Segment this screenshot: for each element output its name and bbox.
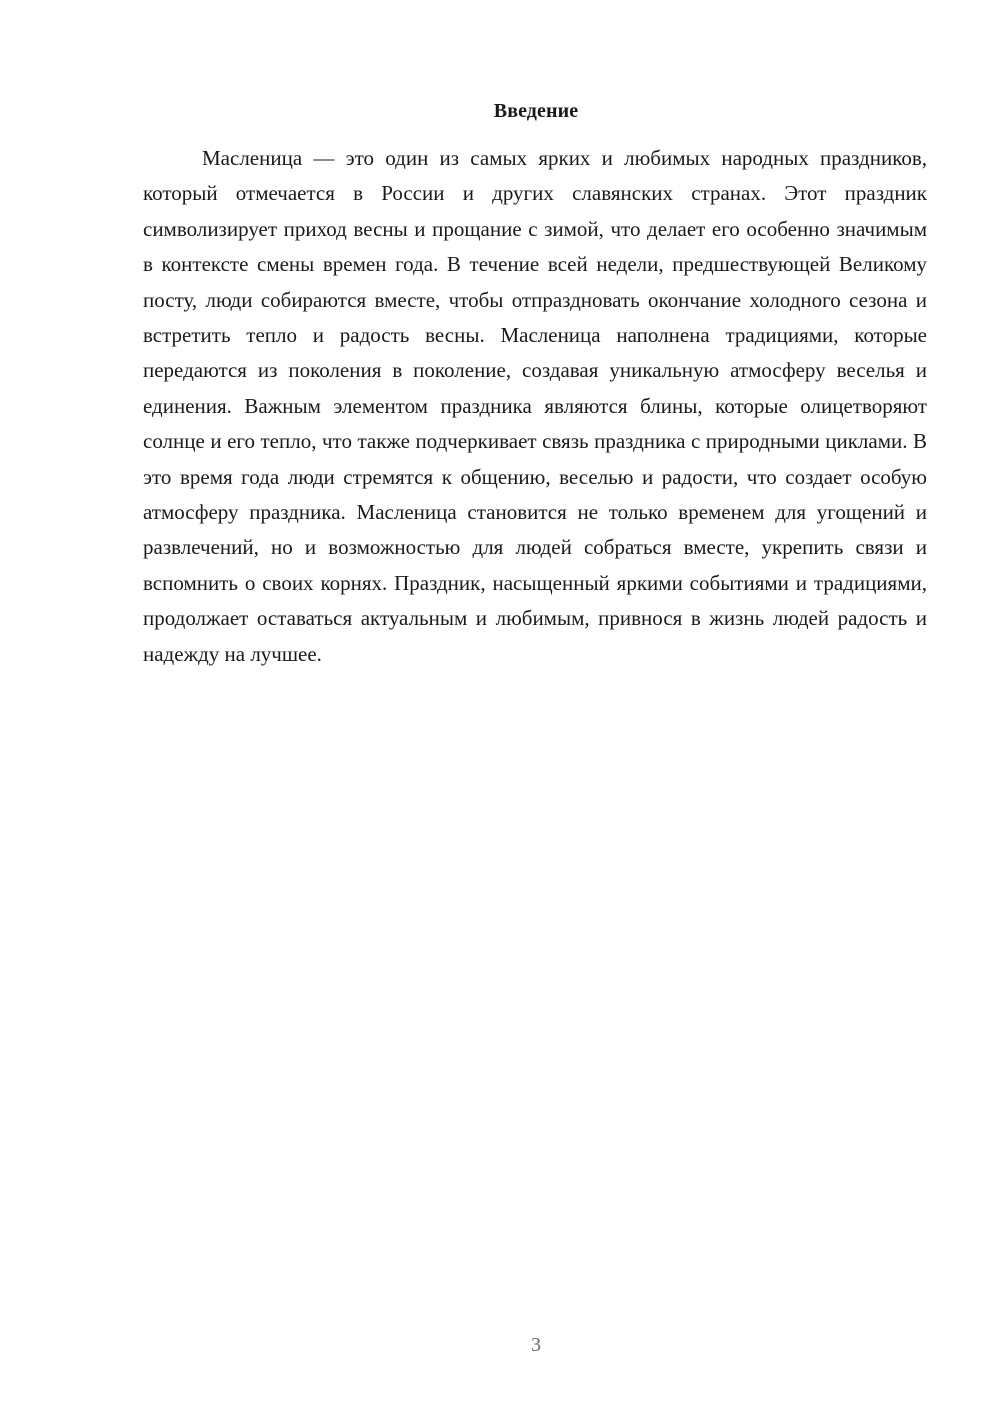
intro-paragraph: Масленица — это один из самых ярких и любимых народных праздников, который отмечается в России и других славянских странах. Этот праздник символизирует приход весны и прощание с зимой, что делает его особенно значимым в контексте смены времен года. В течение всей недели, предшествующей Великому посту, люди собираются вместе, чтобы отпраздновать окончание холодного сезона и встретить тепло и радость весны. Масленица наполнена традициями, которые передаются из поколения в поколение, создавая уникальную атмосферу веселья и единения. Важным элементом праздника являются блины, которые олицетворяют солнце и его тепло, что также подчеркивает связь праздника с природными циклами. В это время года люди стремятся к общению, веселью и радости, что создает особую атмосферу праздника. Масленица становится не только временем для угощений и развлечений, но и возможностью для людей собраться вместе, укрепить связи и вспомнить о своих корнях. Праздник, насыщенный яркими событиями и традициями, продолжает оставаться актуальным и любимым, привнося в жизнь людей радость и надежду на лучшее. [143, 146, 927, 666]
page-number: 3 [531, 1334, 541, 1356]
section-title: Введение [493, 100, 579, 122]
page-content [143, 98, 927, 672]
